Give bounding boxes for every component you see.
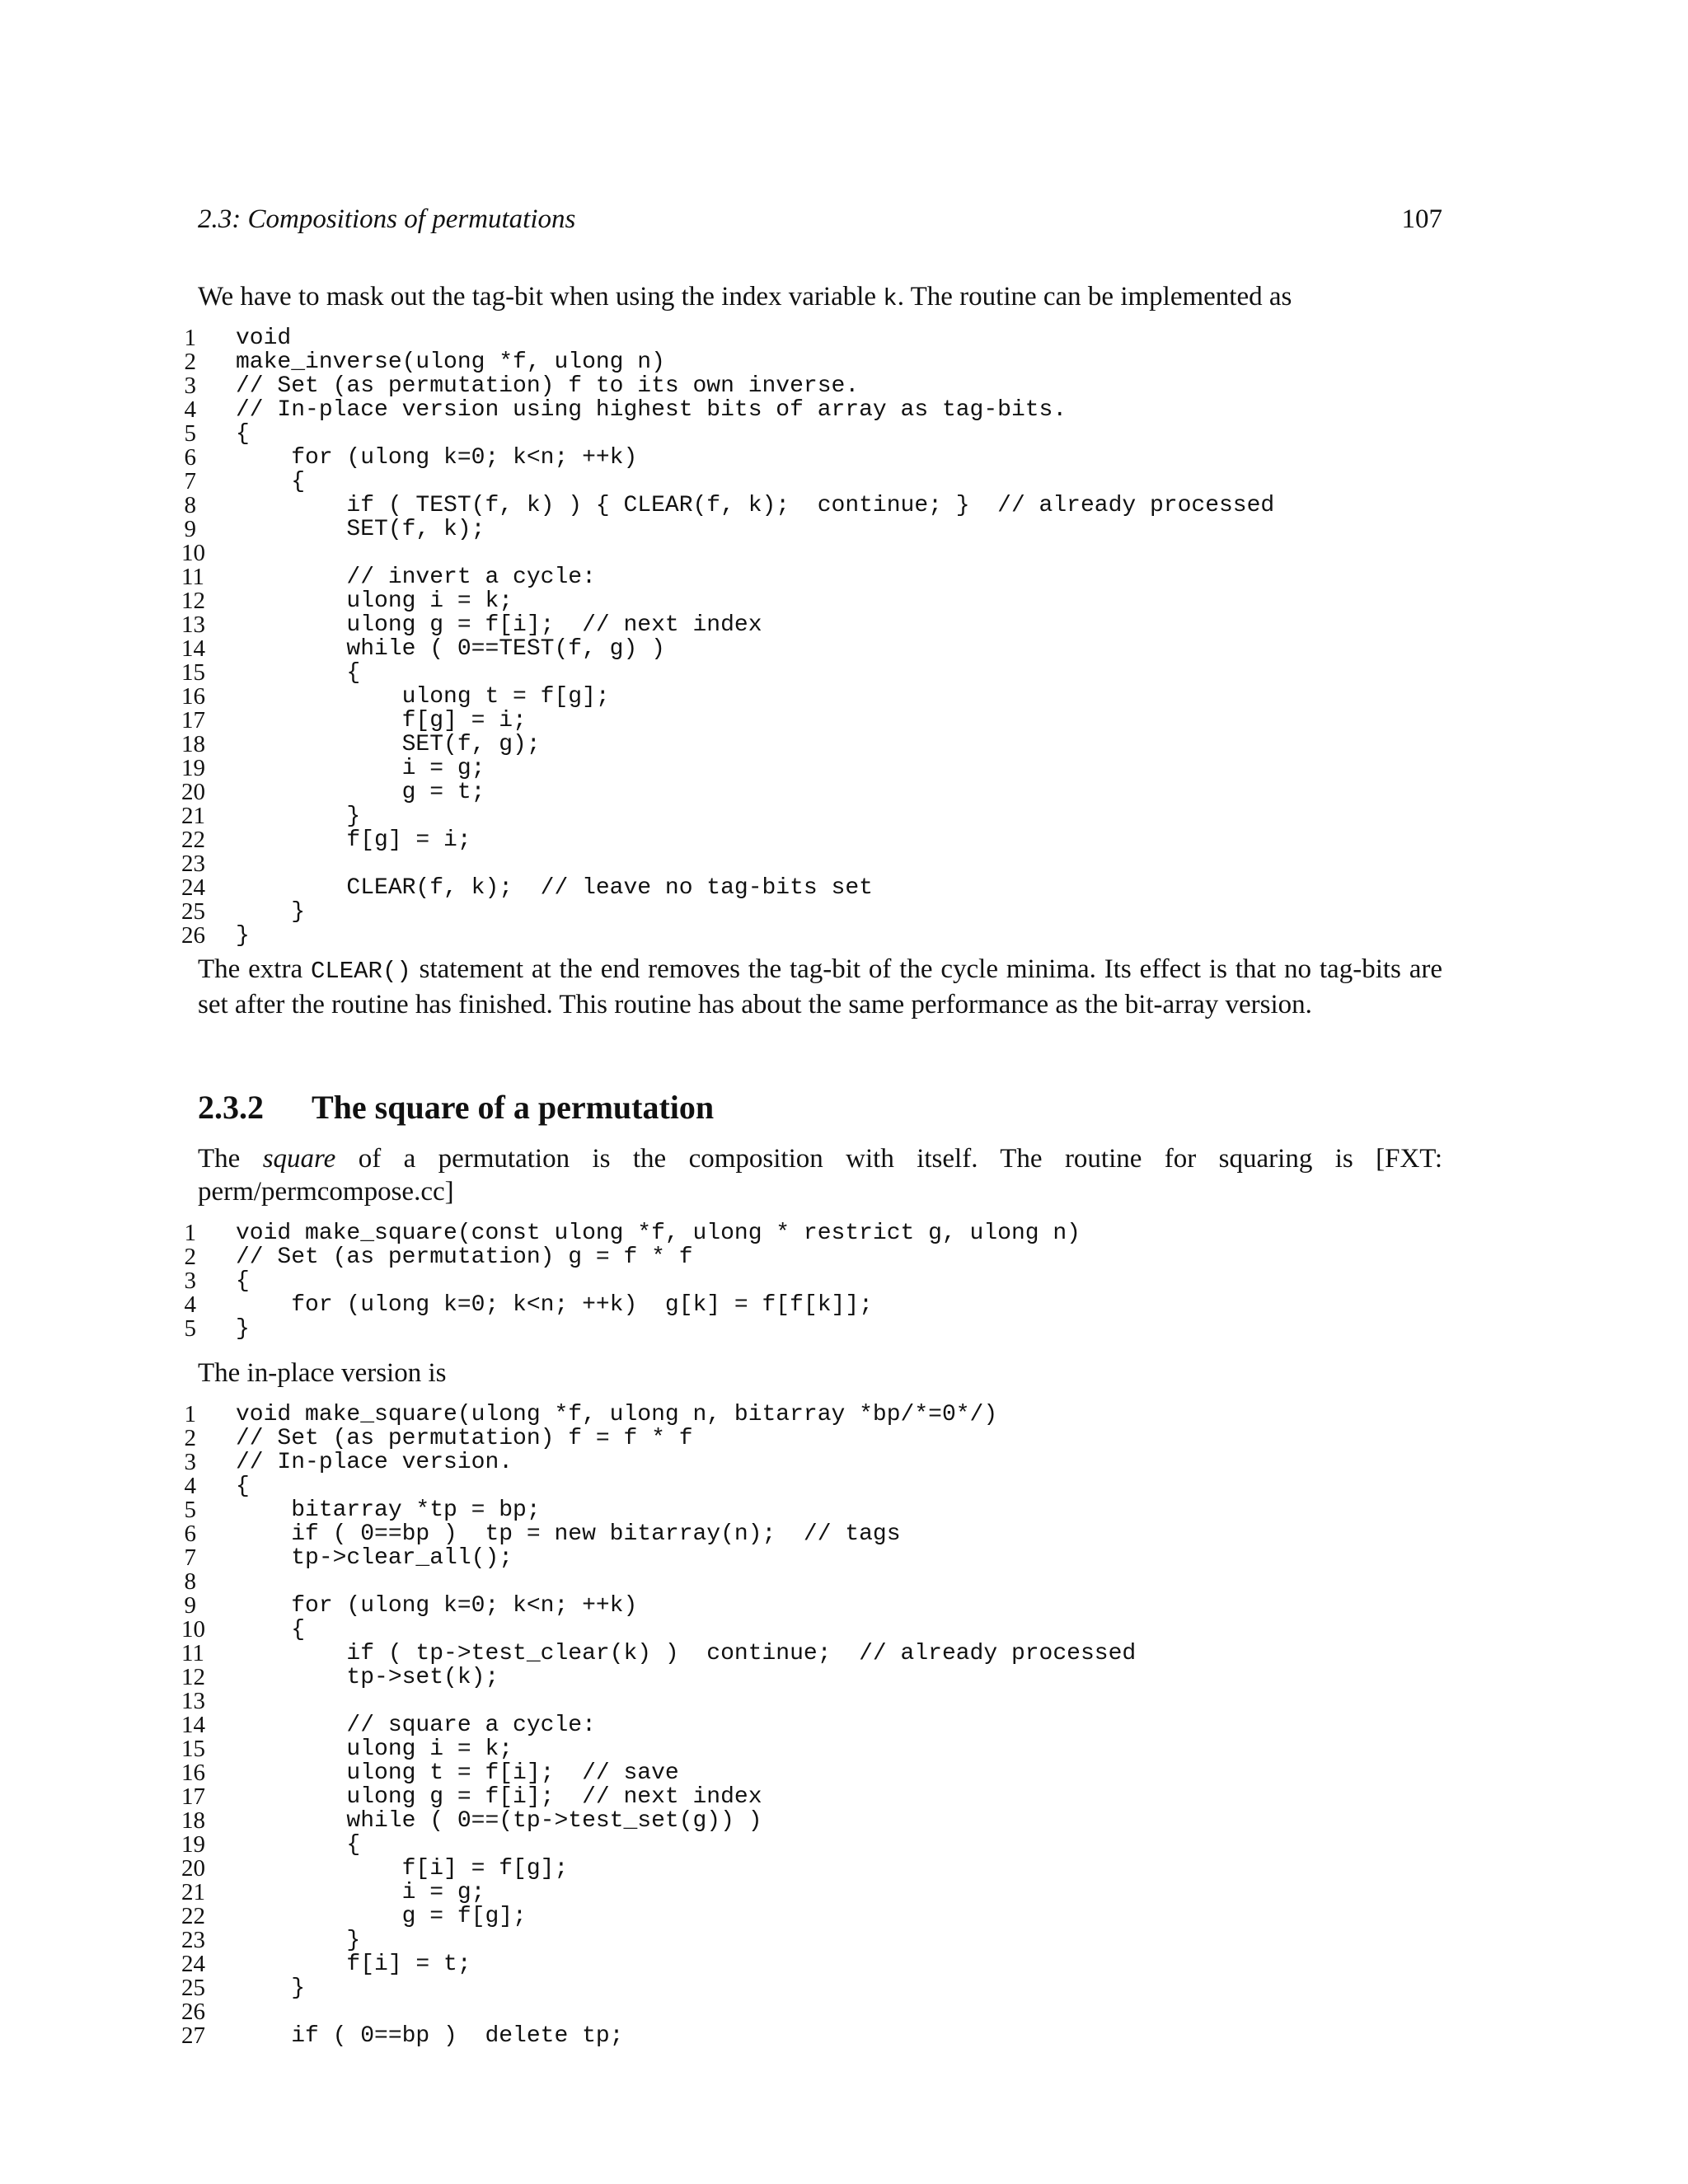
line-number: 17 xyxy=(181,707,205,733)
line-number: 15 xyxy=(181,659,205,686)
code-line xyxy=(181,1403,1459,1427)
line-number: 1 xyxy=(184,1401,196,1427)
code-text: f[g] = i; xyxy=(236,827,471,853)
code-line xyxy=(181,1642,1459,1666)
line-number: 13 xyxy=(181,612,205,638)
line-number: 2 xyxy=(184,349,196,375)
code-line xyxy=(181,1737,1459,1761)
code-line xyxy=(181,1570,1459,1594)
line-number: 4 xyxy=(184,1291,196,1318)
code-text: f[i] = t; xyxy=(236,1952,471,1977)
line-number: 6 xyxy=(184,1521,196,1547)
code-line xyxy=(181,804,1459,828)
line-number: 8 xyxy=(184,1568,196,1595)
code-line xyxy=(181,398,1459,422)
after-listing-text: The extra xyxy=(198,954,311,984)
code-text: // Set (as permutation) f to its own inverse. xyxy=(236,373,860,399)
line-number: 7 xyxy=(184,1544,196,1571)
code-text: for (ulong k=0; k<n; ++k) g[k] = f[f[k]]; xyxy=(236,1292,873,1318)
after-listing-inline-code: CLEAR() xyxy=(310,958,411,985)
code-text: // Set (as permutation) g = f * f xyxy=(236,1244,693,1270)
line-number: 3 xyxy=(184,1268,196,1294)
line-number: 11 xyxy=(181,1640,204,1666)
intro-paragraph xyxy=(198,280,1442,316)
line-number: 19 xyxy=(181,1831,205,1858)
code-line xyxy=(181,326,1459,350)
line-number: 3 xyxy=(184,373,196,399)
line-number: 21 xyxy=(181,803,205,829)
code-line xyxy=(181,780,1459,804)
code-line xyxy=(181,924,1459,948)
running-header xyxy=(198,204,1442,237)
section-title: The square of a permutation xyxy=(312,1089,715,1126)
code-text: { xyxy=(236,1268,250,1294)
code-line xyxy=(181,1713,1459,1737)
line-number: 4 xyxy=(184,1473,196,1499)
code-text: ulong i = k; xyxy=(236,1736,513,1762)
code-text: f[i] = f[g]; xyxy=(236,1856,569,1882)
line-number: 18 xyxy=(181,731,205,757)
code-text: ulong t = f[g]; xyxy=(236,684,610,710)
line-number: 1 xyxy=(184,325,196,351)
code-text: void xyxy=(236,326,292,351)
code-line xyxy=(181,1809,1459,1833)
code-line xyxy=(181,1269,1459,1293)
after-listing-paragraph xyxy=(198,953,1442,1021)
code-line xyxy=(181,1929,1459,1952)
line-number: 16 xyxy=(181,1760,205,1786)
code-text: SET(f, g); xyxy=(236,732,541,757)
code-line xyxy=(181,541,1459,565)
line-number: 14 xyxy=(181,1712,205,1738)
code-text: } xyxy=(236,923,250,949)
line-number: 15 xyxy=(181,1736,205,1762)
code-line xyxy=(181,1594,1459,1618)
code-line xyxy=(181,637,1459,661)
code-line xyxy=(181,350,1459,374)
line-number: 5 xyxy=(184,1315,196,1342)
code-line xyxy=(181,685,1459,709)
code-text: i = g; xyxy=(236,756,485,781)
code-line xyxy=(181,1881,1459,1905)
code-line xyxy=(181,518,1459,541)
code-text: void make_square(ulong *f, ulong n, bitarray *bp/*=0*/) xyxy=(236,1402,998,1427)
code-text: bitarray *tp = bp; xyxy=(236,1497,541,1523)
line-number: 26 xyxy=(181,1999,205,2025)
code-line xyxy=(181,1451,1459,1474)
code-text: tp->set(k); xyxy=(236,1665,499,1690)
code-line xyxy=(181,1690,1459,1713)
code-line xyxy=(181,1474,1459,1498)
code-text: if ( TEST(f, k) ) { CLEAR(f, k); continue; } // already processed xyxy=(236,493,1275,518)
section-intro-text: The xyxy=(198,1144,263,1174)
code-listing-make-inverse xyxy=(181,326,1459,948)
code-text: } xyxy=(236,899,306,925)
intro-inline-code: k xyxy=(883,285,898,312)
inplace-intro-paragraph: The in-place version is xyxy=(198,1358,447,1388)
code-line xyxy=(181,446,1459,470)
code-line xyxy=(181,1905,1459,1929)
code-line xyxy=(181,2000,1459,2024)
code-text: tp->clear_all(); xyxy=(236,1545,513,1571)
code-line xyxy=(181,1427,1459,1451)
intro-text-end: . The routine can be implemented as xyxy=(897,282,1292,312)
line-number: 3 xyxy=(184,1449,196,1475)
code-text: CLEAR(f, k); // leave no tag-bits set xyxy=(236,875,873,901)
line-number: 8 xyxy=(184,492,196,518)
code-text: // In-place version. xyxy=(236,1450,513,1475)
code-line xyxy=(181,494,1459,518)
line-number: 5 xyxy=(184,420,196,447)
page-number: 107 xyxy=(1401,204,1442,234)
code-text: g = t; xyxy=(236,780,485,805)
code-text: while ( 0==(tp->test_set(g)) ) xyxy=(236,1808,762,1834)
line-number: 5 xyxy=(184,1497,196,1523)
code-text: if ( 0==bp ) tp = new bitarray(n); // tags xyxy=(236,1521,901,1547)
code-line xyxy=(181,1317,1459,1341)
line-number: 9 xyxy=(184,516,196,542)
section-intro-paragraph xyxy=(198,1142,1442,1208)
line-number: 2 xyxy=(184,1425,196,1451)
line-number: 23 xyxy=(181,1927,205,1953)
code-text: void make_square(const ulong *f, ulong * restrict g, ulong n) xyxy=(236,1221,1081,1246)
line-number: 2 xyxy=(184,1244,196,1270)
code-text: f[g] = i; xyxy=(236,708,527,733)
code-line xyxy=(181,1498,1459,1522)
code-line xyxy=(181,374,1459,398)
line-number: 12 xyxy=(181,1664,205,1690)
line-number: 24 xyxy=(181,874,205,901)
code-text: { xyxy=(236,1474,250,1499)
code-text: for (ulong k=0; k<n; ++k) xyxy=(236,1593,638,1619)
line-number: 22 xyxy=(181,827,205,853)
code-line xyxy=(181,589,1459,613)
code-line xyxy=(181,709,1459,733)
code-line xyxy=(181,422,1459,446)
line-number: 10 xyxy=(181,1616,205,1643)
line-number: 14 xyxy=(181,635,205,662)
code-line xyxy=(181,2024,1459,2048)
line-number: 21 xyxy=(181,1879,205,1905)
line-number: 22 xyxy=(181,1903,205,1929)
code-line xyxy=(181,1546,1459,1570)
code-text: // In-place version using highest bits of array as tag-bits. xyxy=(236,397,1067,423)
line-number: 26 xyxy=(181,922,205,949)
line-number: 12 xyxy=(181,588,205,614)
code-text: for (ulong k=0; k<n; ++k) xyxy=(236,445,638,471)
code-text: // invert a cycle: xyxy=(236,565,596,590)
line-number: 7 xyxy=(184,468,196,494)
code-line xyxy=(181,565,1459,589)
code-line xyxy=(181,1522,1459,1546)
code-line xyxy=(181,1952,1459,1976)
code-line xyxy=(181,1293,1459,1317)
line-number: 6 xyxy=(184,444,196,471)
code-text: { xyxy=(236,1617,306,1643)
code-line xyxy=(181,1785,1459,1809)
code-text: if ( 0==bp ) delete tp; xyxy=(236,2023,624,2049)
code-line xyxy=(181,1666,1459,1690)
after-listing-text-end: statement at the end removes the tag-bit of the cycle minima. Its effect is that no tag-bits are set after the routine has finished. This routine has about the same performance as the bit-array version. xyxy=(198,954,1442,1019)
code-line xyxy=(181,470,1459,494)
code-text: make_inverse(ulong *f, ulong n) xyxy=(236,349,665,375)
line-number: 20 xyxy=(181,1855,205,1882)
section-number: 2.3.2 xyxy=(198,1089,264,1126)
code-text: } xyxy=(236,1928,361,1953)
code-text: { xyxy=(236,421,250,447)
line-number: 10 xyxy=(181,540,205,566)
line-number: 17 xyxy=(181,1783,205,1810)
line-number: 11 xyxy=(181,564,204,590)
code-line xyxy=(181,1618,1459,1642)
code-text: { xyxy=(236,469,306,494)
code-text: ulong g = f[i]; // next index xyxy=(236,612,762,638)
code-line xyxy=(181,1976,1459,2000)
line-number: 20 xyxy=(181,779,205,805)
line-number: 18 xyxy=(181,1807,205,1834)
running-head-title: 2.3: Compositions of permutations xyxy=(198,204,576,234)
code-line xyxy=(181,1857,1459,1881)
code-listing-make-square xyxy=(181,1221,1459,1341)
section-intro-emphasis: square xyxy=(262,1144,336,1174)
code-text: if ( tp->test_clear(k) ) continue; // already processed xyxy=(236,1641,1137,1666)
code-line xyxy=(181,876,1459,900)
code-text: g = f[g]; xyxy=(236,1904,527,1929)
code-text: i = g; xyxy=(236,1880,485,1905)
code-text: { xyxy=(236,660,361,686)
code-line xyxy=(181,661,1459,685)
code-text: // square a cycle: xyxy=(236,1713,596,1738)
code-line xyxy=(181,757,1459,780)
line-number: 25 xyxy=(181,1975,205,2001)
code-line xyxy=(181,1833,1459,1857)
code-line xyxy=(181,828,1459,852)
code-line xyxy=(181,733,1459,757)
line-number: 9 xyxy=(184,1592,196,1619)
line-number: 27 xyxy=(181,2022,205,2049)
line-number: 16 xyxy=(181,683,205,710)
code-text: } xyxy=(236,1975,306,2001)
code-line xyxy=(181,900,1459,924)
section-intro-text-end: of a permutation is the composition with itself. The routine for squaring is [FXT: perm/permcompose.cc] xyxy=(198,1144,1442,1207)
line-number: 1 xyxy=(184,1220,196,1246)
code-line xyxy=(181,1761,1459,1785)
line-number: 4 xyxy=(184,396,196,423)
code-text: SET(f, k); xyxy=(236,517,485,542)
code-listing-make-square-inplace xyxy=(181,1403,1459,2048)
line-number: 25 xyxy=(181,898,205,925)
line-number: 13 xyxy=(181,1688,205,1714)
code-line xyxy=(181,1221,1459,1245)
code-text: ulong t = f[i]; // save xyxy=(236,1760,679,1786)
code-line xyxy=(181,1245,1459,1269)
code-text: } xyxy=(236,1316,250,1342)
line-number: 24 xyxy=(181,1951,205,1977)
section-heading xyxy=(198,1088,1442,1127)
intro-text: We have to mask out the tag-bit when using the index variable xyxy=(198,282,884,312)
line-number: 23 xyxy=(181,851,205,877)
code-text: { xyxy=(236,1832,361,1858)
code-text: // Set (as permutation) f = f * f xyxy=(236,1426,693,1451)
code-text: while ( 0==TEST(f, g) ) xyxy=(236,636,665,662)
code-text: ulong g = f[i]; // next index xyxy=(236,1784,762,1810)
code-line xyxy=(181,852,1459,876)
code-text: ulong i = k; xyxy=(236,588,513,614)
line-number: 19 xyxy=(181,755,205,781)
code-text: } xyxy=(236,804,361,829)
code-line xyxy=(181,613,1459,637)
